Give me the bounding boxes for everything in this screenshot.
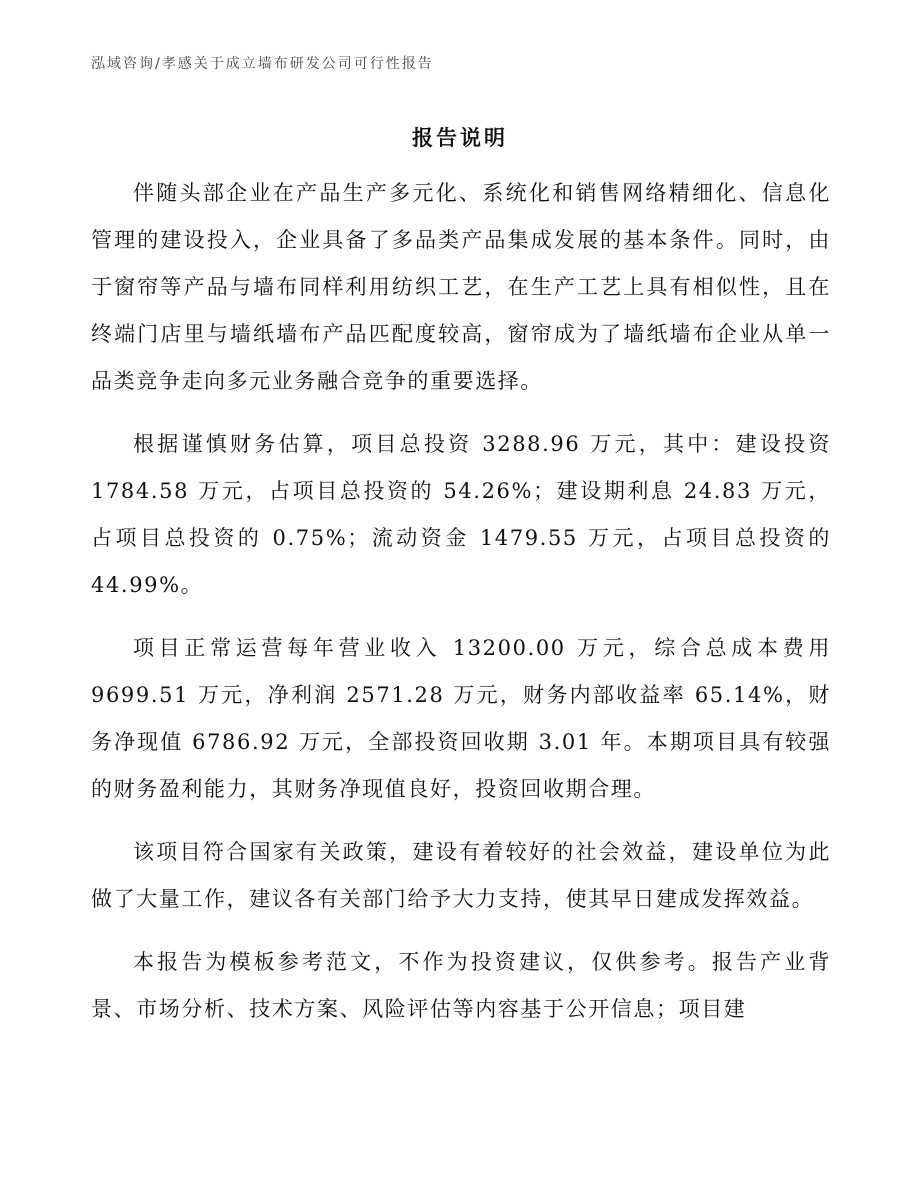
page-title: 报告说明 bbox=[412, 126, 508, 150]
paragraph-investment: 根据谨慎财务估算，项目总投资 3288.96 万元，其中：建设投资 1784.58 万元，占项目总投资的 54.26%；建设期利息 24.83 万元，占项目总投资的 0.75%；流动资金 1479.55 万元，占项目总投资的 44.99%。 bbox=[91, 432, 831, 597]
paragraph-policy: 该项目符合国家有关政策，建设有着较好的社会效益，建设单位为此做了大量工作，建议各有关部门给予大力支持，使其早日建成发挥效益。 bbox=[91, 840, 831, 911]
paragraph-revenue: 项目正常运营每年营业收入 13200.00 万元，综合总成本费用 9699.51 万元，净利润 2571.28 万元，财务内部收益率 65.14%，财务净现值 6786.92 万元，全部投资回收期 3.01 年。本期项目具有较强的财务盈利能力，其财务净现值良好，投资回收期合理。 bbox=[91, 636, 831, 801]
paragraph-disclaimer: 本报告为模板参考范文，不作为投资建议，仅供参考。报告产业背景、市场分析、技术方案、风险评估等内容基于公开信息；项目建 bbox=[91, 950, 831, 1021]
running-header: 泓域咨询/孝感关于成立墙布研发公司可行性报告 bbox=[91, 56, 434, 72]
document-body bbox=[91, 170, 831, 1049]
paragraph-background: 伴随头部企业在产品生产多元化、系统化和销售网络精细化、信息化管理的建设投入，企业具备了多品类产品集成发展的基本条件。同时，由于窗帘等产品与墙布同样利用纺织工艺，在生产工艺上具有相似性，且在终端门店里与墙纸墙布产品匹配度较高，窗帘成为了墙纸墙布企业从单一品类竞争走向多元业务融合竞争的重要选择。 bbox=[91, 181, 831, 393]
